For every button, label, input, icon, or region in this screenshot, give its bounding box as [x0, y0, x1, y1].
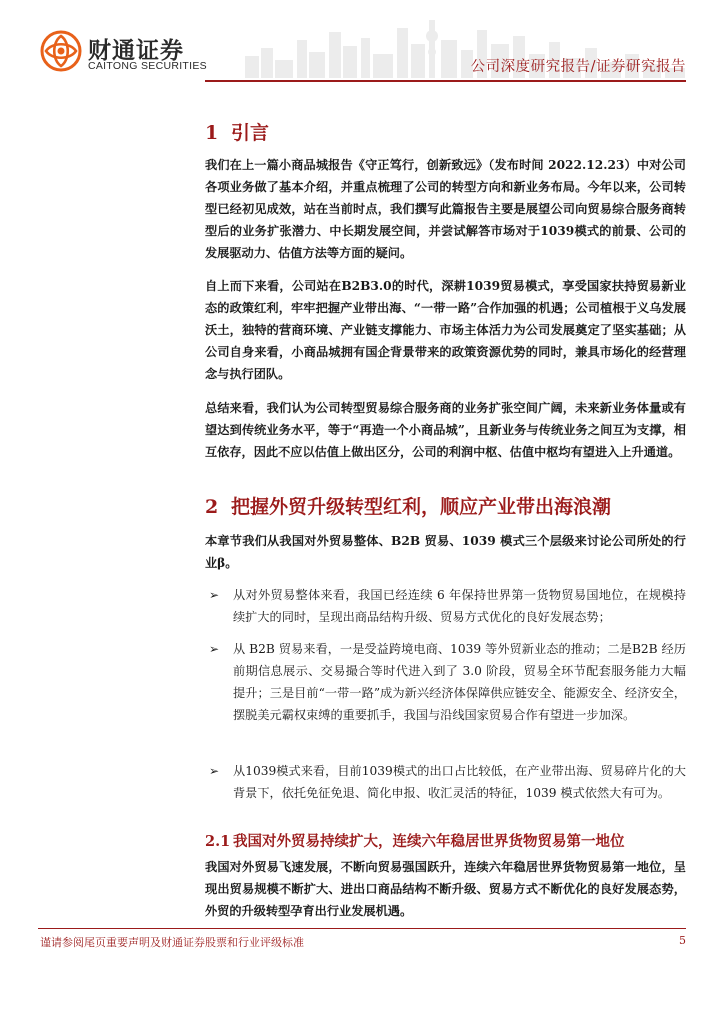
section-2-1-number: 2.1: [205, 833, 231, 850]
section-1-paragraph-1: 我们在上一篇小商品城报告《守正笃行，创新致远》（发布时间 2022.12.23）中对公司各项业务做了基本介绍，并重点梳理了公司的转型方向和新业务布局。今年以来，公司转型已经初见成效，站在当前时点，我们撰写此篇报告主要是展望公司向贸易综合服务商转型后的业务扩张潜力、中长期发展空间，并尝试解答市场对于1039模式的前景、公司的发展驱动力、估值方法等方面的疑问。: [205, 158, 686, 260]
section-2-1-paragraph: 我国对外贸易飞速发展，不断向贸易强国跃升，连续六年稳居世界货物贸易第一地位，呈现出贸易规模不断扩大、进出口商品结构不断升级、贸易方式不断优化的良好发展态势，外贸的升级转型孕育出行业发展机遇。: [205, 860, 686, 918]
caitong-logo-icon: [40, 30, 82, 72]
bullet-arrow-icon: ➢: [209, 764, 220, 778]
section-1-paragraph-2: 自上而下来看，公司站在B2B3.0的时代，深耕1039贸易模式，享受国家扶持贸易新业态的政策红利，牢牢把握产业带出海、“一带一路”合作加强的机遇；公司植根于义乌发展沃土，独特的营商环境、产业链支撑能力、市场主体活力为公司发展奠定了坚实基础；从公司自身来看，小商品城拥有国企背景带来的政策资源优势的同时，兼具市场化的经营理念与执行团队。: [205, 279, 686, 381]
footer-disclaimer: 谨请参阅尾页重要声明及财通证券股票和行业评级标准: [40, 936, 304, 949]
bullet-text: 从 B2B 贸易来看，一是受益跨境电商、1039 等外贸新业态的推动；二是B2B 经历前期信息展示、交易撮合等时代进入到了 3.0 阶段，贸易全环节配套服务能力大幅提升；三是目前“一带一路”成为新兴经济体保障供应链安全、能源安全、经济安全，摆脱美元霸权束缚的重要抓手，我国与沿线国家贸易合作有望进一步加深。: [233, 642, 686, 722]
section-2-title: 把握外贸升级转型红利，顺应产业带出海浪潮: [231, 496, 612, 518]
page-number: 5: [679, 934, 686, 947]
section-2-1-title: 我国对外贸易持续扩大，连续六年稳居世界货物贸易第一地位: [233, 833, 625, 850]
page-header: [0, 0, 724, 80]
brand-name-cn: 财通证券: [88, 38, 184, 64]
header-divider: [205, 80, 686, 82]
section-2-heading: [205, 492, 611, 519]
bullet-arrow-icon: ➢: [209, 642, 220, 656]
company-logo: [40, 30, 240, 80]
brand-name-en: CAITONG SECURITIES: [88, 60, 207, 72]
footer-divider: [38, 928, 686, 929]
bullet-text: 从对外贸易整体来看，我国已经连续 6 年保持世界第一货物贸易国地位，在规模持续扩大的同时，呈现出商品结构升级、贸易方式优化的良好发展态势；: [233, 588, 686, 624]
section-1-heading: [205, 118, 269, 145]
section-2-intro: 本章节我们从我国对外贸易整体、B2B 贸易、1039 模式三个层级来讨论公司所处的行业β。: [205, 534, 686, 570]
bullet-arrow-icon: ➢: [209, 588, 220, 602]
section-2-1-heading: [205, 830, 625, 851]
section-1-number: 1: [205, 122, 219, 144]
section-1-title: 引言: [231, 122, 270, 144]
bullet-text: 从1039模式来看，目前1039模式的出口占比较低，在产业带出海、贸易碎片化的大背景下，依托免征免退、简化申报、收汇灵活的特征，1039 模式依然大有可为。: [233, 764, 686, 800]
section-1-paragraph-3: 总结来看，我们认为公司转型贸易综合服务商的业务扩张空间广阔，未来新业务体量或有望达到传统业务水平，等于“再造一个小商品城”，且新业务与传统业务之间互为支撑，相互依存，因此不应以估值上做出区分，公司的利润中枢、估值中枢均有望进入上升通道。: [205, 401, 686, 459]
section-2-number: 2: [205, 496, 219, 518]
report-type-label: 公司深度研究报告/证券研究报告: [470, 59, 686, 75]
